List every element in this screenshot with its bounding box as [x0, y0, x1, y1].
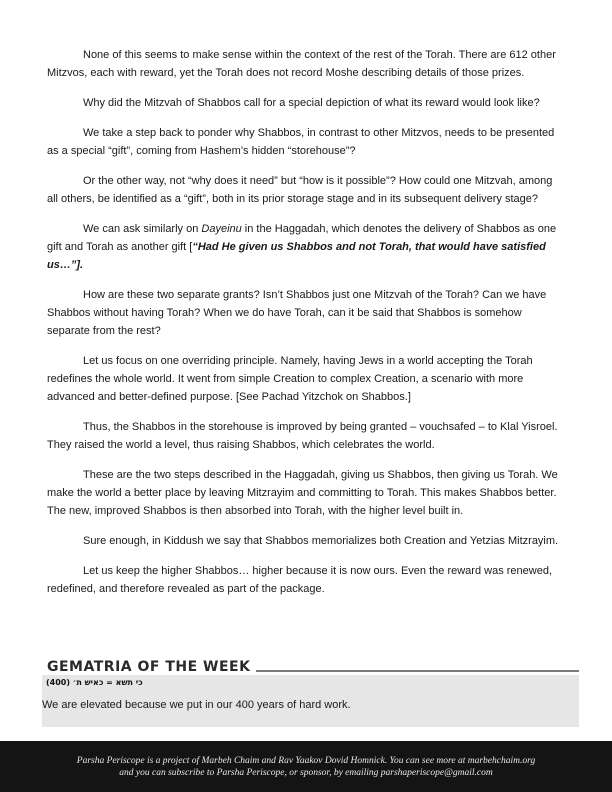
gematria-hebrew: כי תשא = כאיש ת׳ (400)	[46, 678, 143, 687]
gematria-box	[42, 675, 579, 727]
dayeinu-quote: “Had He given us Shabbos and not Torah, that would have satisfied us…”].	[47, 241, 546, 271]
footer-line-2: and you can subscribe to Parsha Periscope, or sponsor, by emailing parshaperiscope@gmail.com	[119, 767, 493, 778]
footer-line-1: Parsha Periscope is a project of Marbeh Chaim and Rav Yaakov Dovid Homnick. You can see more at marbehchaim.org	[76, 755, 536, 766]
footer	[0, 741, 612, 792]
paragraph: Let us keep the higher Shabbos… higher because it is now ours. Even the reward was renewed, redefined, and therefore revealed as part of the package.	[47, 565, 552, 595]
paragraph-dayeinu	[47, 220, 565, 274]
paragraph: How are these two separate grants? Isn’t Shabbos just one Mitzvah of the Torah? Can we have Shabbos without having Torah? When we do have Torah, can it be said that Shabbos is somehow separate from the rest?	[47, 289, 547, 337]
paragraph: Or the other way, not “why does it need” but “how is it possible”? How could one Mitzvah, among all others, be identified as a “gift”, both in its prior storage stage and in its subsequent delivery stage?	[47, 175, 553, 205]
paragraph-text: in the Haggadah, which denotes the delivery of Shabbos as one gift and Torah as another gift [	[47, 223, 557, 253]
gematria-text: We are elevated because we put in our 400 years of hard work.	[42, 699, 351, 711]
paragraph: Thus, the Shabbos in the storehouse is improved by being granted – vouchsafed – to Klal Yisroel. They raised the world a level, thus raising Shabbos, which celebrates the world.	[47, 421, 558, 451]
paragraph: Why did the Mitzvah of Shabbos call for a special depiction of what its reward would look like?	[83, 97, 540, 109]
paragraph: Let us focus on one overriding principle. Namely, having Jews in a world accepting the Torah redefines the whole world. It went from simple Creation to complex Creation, a scenario with more advanced and better-defined purpose. [See Pachad Yitzchok on Shabbos.]	[47, 355, 533, 403]
paragraph: Sure enough, in Kiddush we say that Shabbos memorializes both Creation and Yetzias Mitzrayim.	[83, 535, 559, 547]
gematria-header	[47, 655, 579, 675]
paragraph: None of this seems to make sense within the context of the rest of the Torah. There are 612 other Mitzvos, each with reward, yet the Torah does not record Moshe describing details of those prizes.	[47, 49, 556, 79]
divider	[256, 670, 579, 672]
dayeinu-term: Dayeinu	[201, 223, 242, 235]
paragraph-text: We can ask similarly on	[83, 223, 202, 235]
article-body	[47, 46, 565, 610]
gematria-title: GEMATRIA OF THE WEEK	[47, 659, 251, 675]
paragraph: We take a step back to ponder why Shabbos, in contrast to other Mitzvos, needs to be presented as a special “gift”, coming from Hashem’s hidden “storehouse”?	[47, 127, 555, 157]
paragraph: These are the two steps described in the Haggadah, giving us Shabbos, then giving us Torah. We make the world a better place by leaving Mitzrayim and committing to Torah. This makes Shabbos better. The new, improved Shabbos is then absorbed into Torah, with the higher level built in.	[47, 469, 558, 517]
